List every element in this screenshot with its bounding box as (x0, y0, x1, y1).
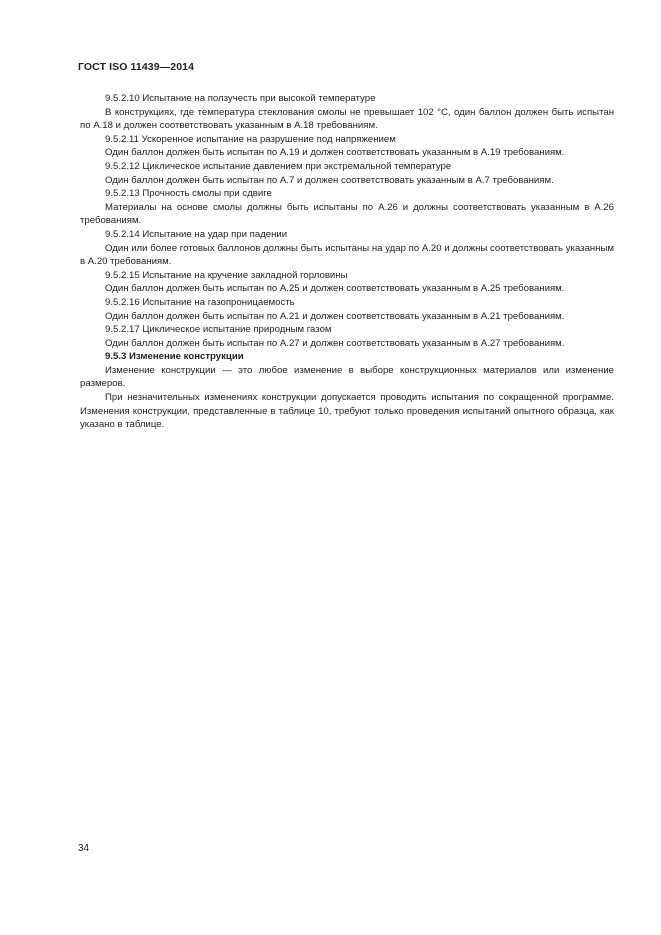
paragraph-9-5-2-14-text: Один или более готовых баллонов должны быть испытаны на удар по А.20 и должны соответствовать указанным в А.20 требованиям. (80, 242, 614, 268)
paragraph-9-5-2-12-text: Один баллон должен быть испытан по А.7 и должен соответствовать указанным в А.7 требованиям. (105, 174, 554, 186)
document-body (80, 92, 614, 432)
paragraph-9-5-2-13-heading: 9.5.2.13 Прочность смолы при сдвиге (105, 188, 272, 200)
paragraph-9-5-2-11-heading: 9.5.2.11 Ускоренное испытание на разрушение под напряжением (105, 133, 396, 145)
paragraph-9-5-2-11-text: Один баллон должен быть испытан по А.19 и должен соответствовать указанным в А.19 требованиям. (105, 147, 565, 159)
paragraph-9-5-2-17-heading: 9.5.2.17 Циклическое испытание природным газом (105, 324, 332, 336)
paragraph-9-5-2-17-text: Один баллон должен быть испытан по А.27 и должен соответствовать указанным в А.27 требованиям. (105, 337, 565, 349)
page-number: 34 (78, 843, 90, 854)
paragraph-9-5-2-15-heading: 9.5.2.15 Испытание на кручение закладной горловины (105, 269, 348, 281)
paragraph-9-5-2-15-text: Один баллон должен быть испытан по А.25 и должен соответствовать указанным в А.25 требованиям. (105, 283, 565, 295)
document-header: ГОСТ ISO 11439—2014 (78, 61, 195, 73)
paragraph-9-5-2-10-heading: 9.5.2.10 Испытание на ползучесть при высокой температуре (105, 93, 376, 104)
paragraph-design-change-definition: Изменение конструкции — это любое изменение в выборе конструкционных материалов или изменение размеров. (80, 364, 614, 390)
paragraph-9-5-2-12-heading: 9.5.2.12 Циклическое испытание давлением при экстремальной температуре (105, 160, 452, 172)
paragraph-9-5-2-16-heading: 9.5.2.16 Испытание на газопроницаемость (105, 296, 295, 308)
paragraph-9-5-2-13-text: Материалы на основе смолы должны быть испытаны по А.26 и должны соответствовать указанным в А.26 требованиям. (80, 201, 614, 227)
paragraph-9-5-2-10-text: В конструкциях, где температура стеклования смолы не превышает 102 °С, один баллон должен быть испытан по А.18 и должен соответствовать указанным в А.18 требованиям. (80, 106, 614, 132)
paragraph-9-5-2-16-text: Один баллон должен быть испытан по А.21 и должен соответствовать указанным в А.21 требованиям. (105, 310, 565, 322)
paragraph-design-change-testing: При незначительных изменениях конструкции допускается проводить испытания по сокращенной программе. Изменения конструкции, представленные в таблице 10, требуют только проведения испытаний опытного образца, как указано в таблице. (80, 392, 614, 431)
paragraph-9-5-2-14-heading: 9.5.2.14 Испытание на удар при падении (105, 228, 288, 240)
section-9-5-3-heading: 9.5.3 Изменение конструкции (105, 351, 244, 363)
